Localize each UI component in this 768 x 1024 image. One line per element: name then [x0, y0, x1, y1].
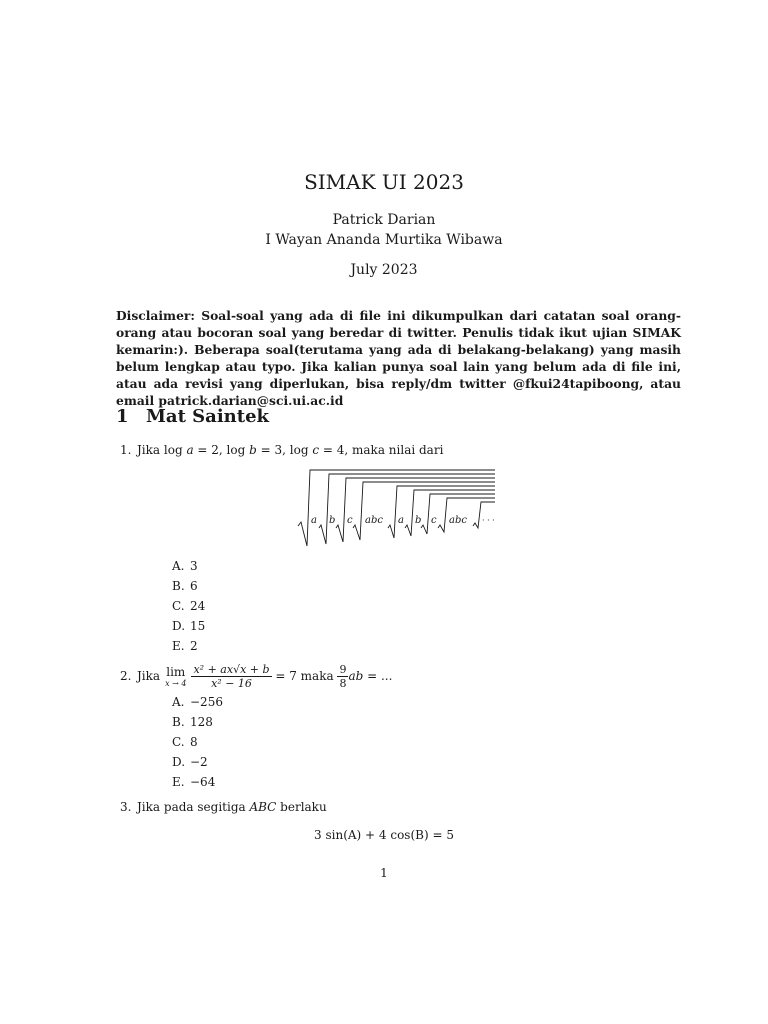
q1-var-a: a [186, 443, 194, 457]
q1-text-part: = 4, maka nilai dari [319, 443, 444, 457]
radicand-abc: abc [449, 515, 467, 526]
option-value: 3 [190, 559, 198, 573]
q2-text-part: ab = ... [348, 669, 393, 683]
option-value: −2 [190, 755, 208, 769]
document-title: SIMAK UI 2023 [304, 170, 464, 194]
nested-radical-expression [290, 464, 500, 550]
q2-text-part: = 7 maka [271, 669, 338, 683]
option-value: 6 [190, 579, 198, 593]
q3-text-part: Jika pada segitiga [137, 800, 250, 814]
limit-label: lim [166, 664, 186, 679]
author-2: I Wayan Ananda Murtika Wibawa [265, 232, 503, 248]
option-value: 2 [190, 639, 198, 653]
option-1d[interactable] [172, 619, 205, 633]
fraction-numerator: 9 [339, 662, 347, 676]
q3-text-part: berlaku [276, 800, 327, 814]
option-label: E. [172, 639, 185, 653]
option-1e[interactable] [172, 639, 198, 653]
option-2d[interactable] [172, 755, 208, 769]
option-value: 128 [190, 715, 213, 729]
option-label: D. [172, 755, 186, 769]
q1-var-c: c [312, 443, 320, 457]
q1-text-part: = 3, log [256, 443, 313, 457]
radicand-a: a [398, 515, 404, 526]
radicand-ellipsis: · · · [482, 516, 495, 525]
option-label: C. [172, 599, 185, 613]
option-label: B. [172, 715, 185, 729]
section-heading [116, 406, 269, 427]
nine-eighths-fraction [337, 663, 348, 690]
limit-fraction [191, 663, 271, 690]
fraction-denominator: x² − 16 [211, 676, 252, 690]
radicand-abc: abc [365, 515, 383, 526]
option-1b[interactable] [172, 579, 198, 593]
question-2-text [120, 658, 392, 694]
option-1c[interactable] [172, 599, 205, 613]
fraction-denominator: 8 [339, 676, 347, 690]
section-number: 1 [116, 406, 129, 427]
radicand-b: b [329, 515, 336, 526]
q1-text-part: = 2, log [193, 443, 250, 457]
option-label: B. [172, 579, 185, 593]
author-1: Patrick Darian [332, 212, 436, 228]
radicand-c: c [431, 515, 437, 526]
question-3-text [120, 800, 327, 814]
limit-subscript: x → 4 [165, 678, 187, 688]
question-1-text [120, 443, 443, 457]
q1-text-part: Jika log [137, 443, 187, 457]
question-number: 2. [120, 669, 132, 683]
option-label: C. [172, 735, 185, 749]
option-label: D. [172, 619, 186, 633]
radicand-a: a [311, 515, 317, 526]
option-2e[interactable] [172, 775, 215, 789]
disclaimer-paragraph: Disclaimer: Soal-soal yang ada di file ini dikumpulkan dari catatan soal orang-orang atau bocoran soal yang beredar di twitter. Penulis tidak ikut ujian SIMAK kemarin:). Beberapa soal(terutama yang ada di belakang-belakang) yang masih belum lengkap atau typo. Jika kalian punya soal lain yang belum ada di file ini, atau ada revisi yang diperlukan, bisa reply/dm twitter @fkui24tapiboong, atau email patrick.darian@sci.ui.ac.id [116, 308, 681, 408]
radicand-c: c [347, 515, 353, 526]
option-2a[interactable] [172, 695, 223, 709]
option-value: −256 [190, 695, 223, 709]
option-2b[interactable] [172, 715, 213, 729]
option-value: 8 [190, 735, 198, 749]
option-value: 15 [190, 619, 206, 633]
q1-var-b: b [249, 443, 257, 457]
option-value: 24 [190, 599, 206, 613]
option-1a[interactable] [172, 559, 198, 573]
document-date: July 2023 [350, 262, 418, 278]
question-number: 3. [120, 800, 132, 814]
triangle-name: ABC [249, 800, 277, 814]
option-label: E. [172, 775, 185, 789]
option-label: A. [172, 559, 185, 573]
option-value: −64 [190, 775, 216, 789]
section-title: Mat Saintek [146, 406, 269, 427]
page-number: 1 [380, 866, 388, 880]
fraction-numerator: x² + ax√x + b [193, 662, 270, 676]
limit-operator [165, 665, 186, 688]
q2-text-part: Jika [137, 669, 161, 683]
question-number: 1. [120, 443, 132, 457]
radicand-b: b [415, 515, 422, 526]
option-label: A. [172, 695, 185, 709]
option-2c[interactable] [172, 735, 198, 749]
trig-equation: 3 sin(A) + 4 cos(B) = 5 [314, 828, 454, 842]
